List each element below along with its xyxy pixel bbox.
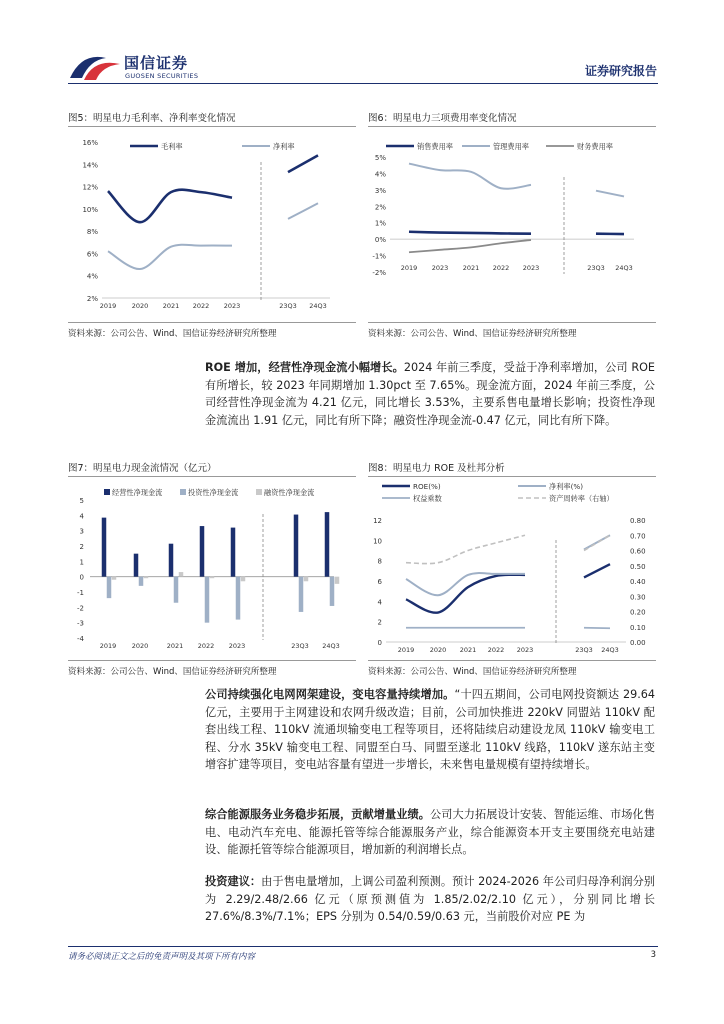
fig6-bottom-rule	[368, 322, 656, 323]
x-tick-label: 2022	[492, 264, 510, 272]
series-line	[108, 190, 232, 223]
y-right-tick-label: 0.70	[630, 532, 646, 541]
series-line	[596, 191, 624, 197]
fig8-chart	[368, 478, 656, 658]
footer-rule	[68, 946, 658, 947]
y-tick-label: 2%	[86, 295, 98, 303]
x-tick-label: 2023	[522, 264, 540, 272]
fig7-title: 图7：明星电力现金流情况（亿元）	[68, 463, 217, 474]
legend-label: 毛利率	[161, 142, 183, 151]
x-tick-label: 2022	[192, 302, 210, 310]
y-right-tick-label: 0.40	[630, 578, 646, 586]
bar	[169, 544, 174, 577]
legend-label: 销售费用率	[417, 142, 453, 151]
bar	[210, 577, 215, 579]
legend-swatch	[256, 489, 262, 495]
legend-label: 财务费用率	[577, 142, 613, 151]
bar	[107, 577, 112, 598]
bar	[294, 515, 299, 577]
y-tick-label: 6%	[86, 250, 98, 259]
fig8-top-rule	[368, 476, 656, 477]
report-type: 证券研究报告	[584, 64, 657, 78]
paragraph-grid-heading: 公司持续强化电网网架建设，变电容量持续增加。	[205, 688, 455, 701]
x-tick-label: 23Q3	[575, 646, 593, 654]
fig8-title: 图8：明星电力 ROE 及杜邦分析	[368, 463, 505, 474]
x-tick-label: 24Q3	[601, 646, 619, 654]
x-tick-label: 2022	[197, 642, 215, 650]
y-tick-label: 12	[373, 517, 382, 525]
x-tick-label: 23Q3	[587, 264, 605, 272]
legend-label: ROE(%)	[413, 482, 441, 491]
paragraph-investment-text: 由于售电量增加，上调公司盈利预测。预计 2024-2026 年公司归母净利润分别为 2.29/2.48/2.66 亿元（原预测值为 1.85/2.02/2.10 亿元），分别同比增长 27.6%/8.3%/7.1%；EPS 分别为 0.54/0.59/0.63 元，当前股价对应 PE 为	[205, 875, 655, 924]
y-tick-label: 2%	[374, 203, 386, 212]
fig7-bottom-rule	[68, 660, 356, 661]
series-line	[288, 155, 318, 172]
y-tick-label: 4%	[374, 170, 386, 179]
fig8-source: 资料来源：公司公告、Wind、国信证券经济研究所整理	[368, 667, 577, 677]
bar	[102, 518, 107, 577]
x-tick-label: 2021	[162, 302, 180, 310]
y-tick-label: 4%	[86, 272, 98, 281]
y-right-tick-label: 0.20	[630, 608, 646, 617]
series-line	[584, 564, 610, 577]
y-tick-label: 1%	[374, 219, 386, 228]
fig7-source: 资料来源：公司公告、Wind、国信证券经济研究所整理	[68, 667, 277, 677]
fig5-source: 资料来源：公司公告、Wind、国信证券经济研究所整理	[68, 329, 277, 339]
legend-label: 净利率(%)	[549, 482, 584, 491]
bar	[134, 554, 139, 577]
logo-chinese: 国信证券	[124, 54, 189, 72]
bar	[335, 577, 340, 584]
paragraph-roe-heading: ROE 增加，经营性净现金流小幅增长。	[205, 361, 404, 374]
paragraph-grid	[205, 686, 655, 774]
x-tick-label: 2020	[429, 646, 447, 654]
x-tick-label: 2020	[131, 642, 149, 650]
bar	[330, 577, 335, 606]
bar	[139, 577, 144, 586]
series-line	[409, 240, 531, 252]
paragraph-investment	[205, 873, 655, 926]
legend-label: 资产周转率（右轴）	[549, 494, 614, 503]
bar	[325, 512, 330, 577]
x-tick-label: 2019	[99, 302, 117, 310]
header-rule	[68, 83, 658, 84]
paragraph-energy	[205, 806, 655, 859]
series-line	[409, 232, 531, 234]
y-tick-label: 4	[79, 512, 84, 521]
x-tick-label: 24Q3	[322, 642, 340, 650]
y-right-tick-label: 0.60	[630, 547, 646, 556]
x-tick-label: 2022	[487, 646, 505, 654]
y-tick-label: 6	[377, 578, 382, 586]
y-tick-label: 3	[79, 527, 84, 536]
fig5-bottom-rule	[68, 322, 356, 323]
fig6-chart	[368, 128, 656, 320]
y-tick-label: 8%	[86, 228, 98, 237]
y-tick-label: 5	[79, 497, 84, 505]
fig5-title: 图5：明星电力毛利率、净利率变化情况	[68, 113, 236, 124]
bar	[205, 577, 210, 623]
legend-swatch	[104, 489, 110, 495]
y-right-tick-label: 0.10	[630, 623, 646, 632]
y-right-tick-label: 0.80	[630, 517, 646, 525]
legend-swatch	[180, 489, 186, 495]
y-tick-label: 0	[377, 639, 382, 647]
x-tick-label: 2021	[166, 642, 184, 650]
y-tick-label: 1	[79, 558, 84, 567]
paragraph-roe	[205, 359, 655, 429]
series-line	[406, 573, 525, 595]
legend-label: 融资性净现金流	[264, 488, 315, 497]
page-number: 3	[650, 950, 656, 960]
fig6-top-rule	[368, 126, 656, 127]
legend-label: 经营性净现金流	[112, 488, 163, 497]
y-tick-label: 10	[373, 537, 382, 546]
x-tick-label: 2023	[228, 642, 246, 650]
y-tick-label: -3	[77, 619, 84, 628]
y-tick-label: -2%	[372, 269, 386, 277]
y-right-tick-label: 0.50	[630, 562, 646, 571]
x-tick-label: 2023	[223, 302, 241, 310]
series-line	[584, 628, 610, 629]
fig7-top-rule	[68, 476, 356, 477]
y-tick-label: 0%	[374, 236, 386, 245]
bar	[231, 528, 236, 577]
bar	[236, 577, 241, 620]
series-line	[288, 203, 318, 219]
fig7-chart	[68, 478, 356, 658]
series-line	[406, 535, 525, 563]
legend-label: 净利率	[273, 142, 295, 151]
fig8-bottom-rule	[368, 660, 656, 661]
y-tick-label: 5%	[374, 154, 386, 162]
fig5-top-rule	[68, 126, 356, 127]
y-tick-label: 8	[377, 557, 382, 566]
paragraph-investment-heading: 投资建议：	[205, 875, 262, 888]
paragraph-grid-text: “十四五期间，公司电网投资额达 29.64 亿元，主要用于主网建设和农网升级改造；目前，公司加快推进 220kV 同盟站 110kV 配套出线工程、110kV 流通坝输变电工程等项目，还将陆续启动建设龙凤 110kV 输变电工程、分水 35kV 输变电工程、同盟至白马、同盟至遂北 110kV 线路，110kV 遂东站主变增容扩建等项目，变电站容量有望进一步增长，未来售电量规模有望持续增长。	[205, 688, 655, 772]
y-tick-label: 3%	[374, 186, 386, 195]
bar	[304, 577, 309, 582]
bar	[112, 577, 117, 580]
x-tick-label: 2021	[462, 264, 480, 272]
x-tick-label: 23Q3	[279, 302, 297, 310]
x-tick-label: 2023	[431, 264, 449, 272]
y-tick-label: 0	[79, 573, 84, 582]
fig6-title: 图6：明星电力三项费用率变化情况	[368, 113, 517, 124]
footer-disclaimer: 请务必阅读正文之后的免责声明及其项下所有内容	[68, 952, 256, 962]
paragraph-roe-text: 2024 年前三季度，受益于净利率增加，公司 ROE 有所增长，较 2023 年同期增加 1.30pct 至 7.65%。现金流方面，2024 年前三季度，公司经营性净现金流为 4.21 亿元，同比增长 3.53%，主要系售电量增长影响；投资性净现金流流出 1.91 亿元，同比有所下降；融资性净现金流-0.47 亿元，同比有所下降。	[205, 361, 655, 427]
series-line	[409, 164, 531, 189]
bar	[200, 526, 205, 577]
bar	[299, 577, 304, 612]
x-tick-label: 2019	[99, 642, 117, 650]
series-line	[406, 575, 525, 613]
x-tick-label: 2019	[397, 646, 415, 654]
y-tick-label: -1%	[372, 252, 386, 261]
fig5-chart	[68, 128, 356, 320]
logo-english: GUOSEN SECURITIES	[125, 72, 199, 80]
bar	[179, 572, 184, 577]
y-tick-label: 14%	[82, 161, 98, 170]
y-tick-label: 4	[377, 598, 382, 607]
legend-label: 管理费用率	[493, 142, 529, 151]
x-tick-label: 2021	[459, 646, 477, 654]
y-right-tick-label: 0.00	[630, 639, 646, 647]
guosen-logo-icon	[68, 50, 126, 84]
bar	[241, 577, 246, 582]
paragraph-energy-text: 公司大力拓展设计安装、智能运维、市场化售电、电动汽车充电、能源托管等综合能源服务产业，综合能源资本开支主要围绕充电站建设、能源托管等综合能源项目，增加新的利润增长点。	[205, 808, 655, 857]
bar	[174, 577, 179, 603]
y-tick-label: -1	[77, 589, 84, 597]
y-tick-label: -4	[77, 635, 84, 643]
x-tick-label: 2019	[400, 264, 418, 272]
y-tick-label: 16%	[82, 139, 98, 147]
x-tick-label: 2020	[131, 302, 149, 310]
x-tick-label: 2023	[516, 646, 534, 654]
guosen-logo	[68, 50, 208, 84]
legend-label: 投资性净现金流	[188, 488, 239, 497]
y-tick-label: 2	[377, 618, 382, 627]
y-tick-label: 2	[79, 543, 84, 551]
paragraph-energy-heading: 综合能源服务业务稳步拓展，贡献增量业绩。	[205, 808, 431, 821]
y-tick-label: 12%	[82, 183, 98, 192]
x-tick-label: 23Q3	[291, 642, 309, 650]
y-tick-label: -2	[77, 604, 84, 613]
x-tick-label: 24Q3	[309, 302, 327, 310]
bar	[144, 577, 149, 579]
legend-label: 权益乘数	[413, 494, 442, 503]
y-right-tick-label: 0.30	[630, 593, 646, 602]
x-tick-label: 24Q3	[615, 264, 633, 272]
series-line	[108, 245, 232, 269]
fig6-source: 资料来源：公司公告、Wind、国信证券经济研究所整理	[368, 329, 577, 339]
y-tick-label: 10%	[82, 205, 98, 214]
